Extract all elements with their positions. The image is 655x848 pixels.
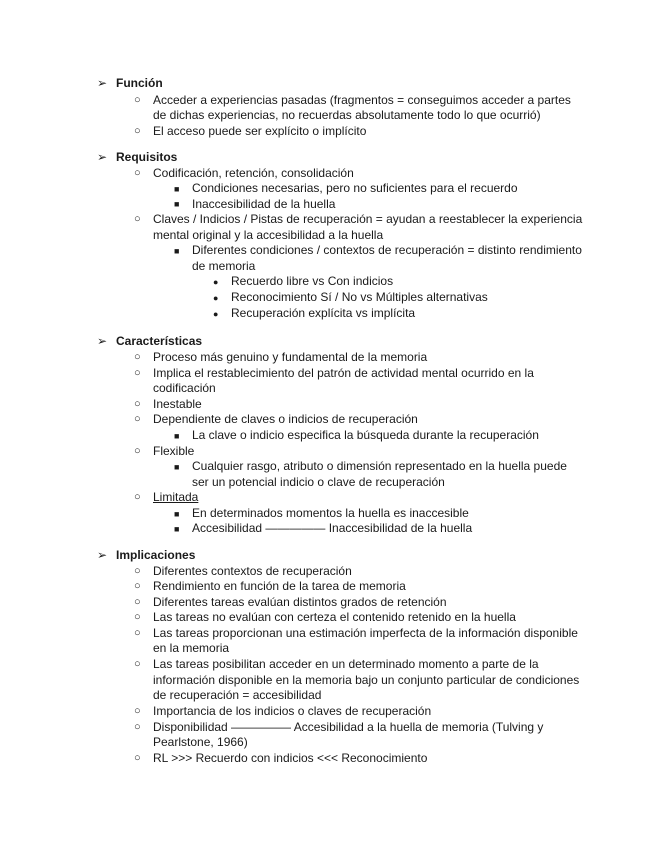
list-item: Inaccesibilidad de la huella	[192, 197, 336, 211]
square-bullet-icon: ■	[174, 462, 180, 472]
circle-bullet-icon: ○	[134, 398, 141, 410]
arrow-bullet-icon: ➢	[97, 548, 108, 562]
circle-bullet-icon: ○	[134, 611, 141, 623]
list-item: RL >>> Recuerdo con indicios <<< Reconocimiento	[153, 751, 428, 765]
list-item: Recuperación explícita vs implícita	[231, 306, 416, 320]
list-item: Implica el restablecimiento del patrón de actividad mental ocurrido en la	[153, 366, 534, 380]
list-item: Las tareas no evalúan con certeza el contenido retenido en la huella	[153, 610, 516, 624]
circle-bullet-icon: ○	[134, 167, 141, 179]
circle-bullet-icon: ○	[134, 351, 141, 363]
list-item: Rendimiento en función de la tarea de memoria	[153, 579, 406, 593]
list-item-continued: codificación	[153, 381, 216, 395]
arrow-bullet-icon: ➢	[97, 150, 108, 164]
list-item: Acceder a experiencias pasadas (fragmentos = conseguimos acceder a partes	[153, 93, 571, 107]
list-item: Cualquier rasgo, atributo o dimensión representado en la huella puede	[192, 459, 567, 473]
circle-bullet-icon: ○	[134, 367, 141, 379]
heading-implicaciones: Implicaciones	[116, 548, 196, 562]
circle-bullet-icon: ○	[134, 491, 141, 503]
list-item: Recuerdo libre vs Con indicios	[231, 274, 394, 288]
list-item: Inestable	[153, 397, 202, 411]
list-item: Reconocimiento Sí / No vs Múltiples alternativas	[231, 290, 488, 304]
circle-bullet-icon: ○	[134, 580, 141, 592]
heading-requisitos: Requisitos	[116, 150, 178, 164]
square-bullet-icon: ■	[174, 509, 180, 519]
list-item: Proceso más genuino y fundamental de la memoria	[153, 350, 428, 364]
list-item: En determinados momentos la huella es inaccesible	[192, 506, 469, 520]
list-item-continued: de dichas experiencias, no recuerdas absolutamente todo lo que ocurrió)	[153, 108, 541, 122]
list-item: La clave o indicio especifica la búsqueda durante la recuperación	[192, 428, 539, 442]
list-item: Dependiente de claves o indicios de recuperación	[153, 412, 418, 426]
square-bullet-icon: ■	[174, 184, 180, 194]
arrow-bullet-icon: ➢	[97, 334, 108, 348]
list-item: Diferentes condiciones / contextos de recuperación = distinto rendimiento	[192, 243, 582, 257]
circle-bullet-icon: ○	[134, 125, 141, 137]
square-bullet-icon: ■	[174, 524, 180, 534]
list-item: Accesibilidad ————— Inaccesibilidad de la huella	[192, 521, 473, 535]
list-item: Diferentes tareas evalúan distintos grados de retención	[153, 595, 447, 609]
circle-bullet-icon: ○	[134, 413, 141, 425]
list-item-continued: en la memoria	[153, 641, 230, 655]
list-item: Flexible	[153, 444, 195, 458]
list-item: Importancia de los indicios o claves de recuperación	[153, 704, 432, 718]
circle-bullet-icon: ○	[134, 705, 141, 717]
circle-bullet-icon: ○	[134, 721, 141, 733]
list-item: El acceso puede ser explícito o implícito	[153, 124, 367, 138]
arrow-bullet-icon: ➢	[97, 76, 108, 90]
dot-bullet-icon: ●	[213, 309, 219, 319]
dot-bullet-icon: ●	[213, 277, 219, 287]
square-bullet-icon: ■	[174, 199, 180, 209]
square-bullet-icon: ■	[174, 431, 180, 441]
circle-bullet-icon: ○	[134, 752, 141, 764]
list-item: Las tareas posibilitan acceder en un determinado momento a parte de la	[153, 657, 539, 671]
list-item-continued: información disponible en la memoria bajo un conjunto particular de condiciones	[153, 673, 580, 687]
list-item-continued: Pearlstone, 1966)	[153, 735, 248, 749]
circle-bullet-icon: ○	[134, 658, 141, 670]
list-item: Codificación, retención, consolidación	[153, 166, 354, 180]
circle-bullet-icon: ○	[134, 213, 141, 225]
list-item: Diferentes contextos de recuperación	[153, 564, 352, 578]
circle-bullet-icon: ○	[134, 596, 141, 608]
list-item-continued: mental original y la accesibilidad a la huella	[153, 228, 384, 242]
dot-bullet-icon: ●	[213, 293, 219, 303]
list-item: Condiciones necesarias, pero no suficientes para el recuerdo	[192, 181, 518, 195]
square-bullet-icon: ■	[174, 246, 180, 256]
list-item: Disponibilidad ————— Accesibilidad a la huella de memoria (Tulving y	[153, 720, 544, 734]
list-item: Limitada	[153, 490, 199, 504]
list-item-continued: de recuperación = accesibilidad	[153, 688, 322, 702]
heading-funcion: Función	[116, 76, 163, 90]
heading-caracteristicas: Características	[116, 334, 203, 348]
list-item: Claves / Indicios / Pistas de recuperación = ayudan a reestablecer la experiencia	[153, 212, 583, 226]
list-item-continued: ser un potencial indicio o clave de recuperación	[192, 475, 445, 489]
list-item-continued: de memoria	[192, 259, 256, 273]
list-item: Las tareas proporcionan una estimación imperfecta de la información disponible	[153, 626, 578, 640]
circle-bullet-icon: ○	[134, 445, 141, 457]
circle-bullet-icon: ○	[134, 94, 141, 106]
circle-bullet-icon: ○	[134, 565, 141, 577]
circle-bullet-icon: ○	[134, 627, 141, 639]
